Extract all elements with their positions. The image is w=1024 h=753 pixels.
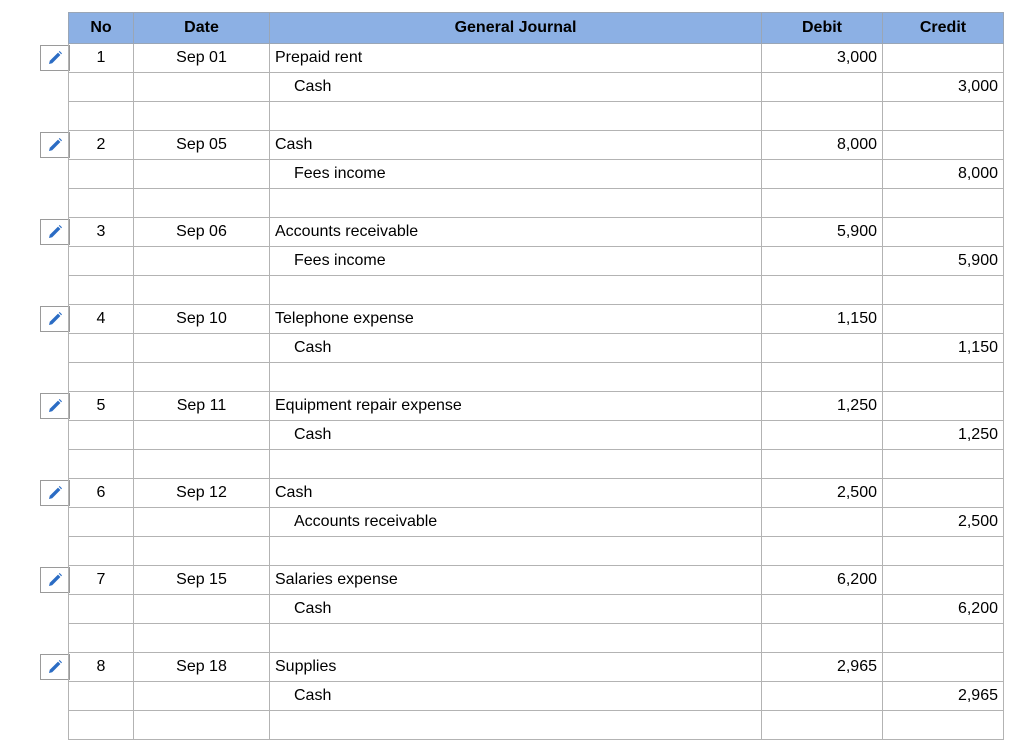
journal-entry-debit-row: [69, 566, 1004, 595]
entry-date: Sep 10: [134, 305, 270, 334]
blank-no: [69, 102, 134, 131]
entry-number-empty: [69, 160, 134, 189]
debit-account: Salaries expense: [270, 566, 762, 595]
credit-amount: 1,150: [883, 334, 1004, 363]
debit-amount-empty: [762, 595, 883, 624]
entry-date: Sep 01: [134, 44, 270, 73]
journal-entry-debit-row: [69, 392, 1004, 421]
entry-number: 2: [69, 131, 134, 160]
entry-date-empty: [134, 160, 270, 189]
debit-amount: 8,000: [762, 131, 883, 160]
entry-date-empty: [134, 682, 270, 711]
journal-entry-blank-row: [69, 189, 1004, 218]
credit-amount: 3,000: [883, 73, 1004, 102]
journal-entry-blank-row: [69, 102, 1004, 131]
blank-no: [69, 450, 134, 479]
pencil-icon: [47, 572, 63, 588]
journal-entry-blank-row: [69, 711, 1004, 740]
blank-account: [270, 450, 762, 479]
journal-entry-blank-row: [69, 624, 1004, 653]
entry-date: Sep 18: [134, 653, 270, 682]
credit-amount-empty: [883, 305, 1004, 334]
debit-account: Supplies: [270, 653, 762, 682]
credit-account: Cash: [270, 73, 762, 102]
entry-number: 1: [69, 44, 134, 73]
blank-debit: [762, 189, 883, 218]
blank-credit: [883, 276, 1004, 305]
journal-entry-blank-row: [69, 363, 1004, 392]
journal-entry-debit-row: [69, 218, 1004, 247]
pencil-icon: [47, 659, 63, 675]
header-general-journal: General Journal: [270, 13, 762, 44]
header-row: [69, 13, 1004, 44]
blank-no: [69, 537, 134, 566]
blank-date: [134, 102, 270, 131]
blank-date: [134, 189, 270, 218]
entry-number: 8: [69, 653, 134, 682]
edit-entry-button[interactable]: [40, 219, 70, 245]
credit-amount: 2,965: [883, 682, 1004, 711]
pencil-icon: [47, 311, 63, 327]
debit-amount-empty: [762, 160, 883, 189]
journal-entry-blank-row: [69, 276, 1004, 305]
blank-debit: [762, 537, 883, 566]
blank-no: [69, 363, 134, 392]
debit-amount-empty: [762, 247, 883, 276]
blank-account: [270, 537, 762, 566]
journal-entry-credit-row: [69, 247, 1004, 276]
debit-amount-empty: [762, 421, 883, 450]
debit-amount: 2,965: [762, 653, 883, 682]
debit-amount: 5,900: [762, 218, 883, 247]
journal-entry-credit-row: [69, 421, 1004, 450]
debit-account: Cash: [270, 131, 762, 160]
blank-credit: [883, 450, 1004, 479]
credit-amount: 5,900: [883, 247, 1004, 276]
edit-entry-button[interactable]: [40, 45, 70, 71]
debit-amount: 3,000: [762, 44, 883, 73]
entry-date-empty: [134, 421, 270, 450]
blank-date: [134, 450, 270, 479]
blank-debit: [762, 711, 883, 740]
entry-date-empty: [134, 73, 270, 102]
blank-no: [69, 189, 134, 218]
edit-entry-button[interactable]: [40, 132, 70, 158]
journal-entry-debit-row: [69, 44, 1004, 73]
journal-entry-credit-row: [69, 160, 1004, 189]
journal-entry-credit-row: [69, 508, 1004, 537]
entry-number: 5: [69, 392, 134, 421]
journal-entry-credit-row: [69, 595, 1004, 624]
debit-amount-empty: [762, 508, 883, 537]
entry-number: 3: [69, 218, 134, 247]
edit-entry-button[interactable]: [40, 306, 70, 332]
blank-account: [270, 711, 762, 740]
entry-date: Sep 15: [134, 566, 270, 595]
blank-credit: [883, 363, 1004, 392]
debit-amount-empty: [762, 682, 883, 711]
entry-date-empty: [134, 334, 270, 363]
header-debit: Debit: [762, 13, 883, 44]
edit-entry-button[interactable]: [40, 480, 70, 506]
debit-account: Cash: [270, 479, 762, 508]
entry-number-empty: [69, 334, 134, 363]
blank-credit: [883, 102, 1004, 131]
blank-credit: [883, 711, 1004, 740]
pencil-icon: [47, 137, 63, 153]
credit-amount: 1,250: [883, 421, 1004, 450]
general-journal-table: [68, 12, 1004, 740]
journal-entry-debit-row: [69, 653, 1004, 682]
entry-date-empty: [134, 508, 270, 537]
debit-amount: 1,150: [762, 305, 883, 334]
blank-debit: [762, 276, 883, 305]
edit-entry-button[interactable]: [40, 654, 70, 680]
debit-account: Equipment repair expense: [270, 392, 762, 421]
edit-entry-button[interactable]: [40, 567, 70, 593]
blank-debit: [762, 363, 883, 392]
blank-date: [134, 624, 270, 653]
debit-account: Accounts receivable: [270, 218, 762, 247]
credit-amount-empty: [883, 479, 1004, 508]
credit-amount-empty: [883, 218, 1004, 247]
credit-amount-empty: [883, 131, 1004, 160]
entry-date-empty: [134, 247, 270, 276]
credit-amount: 8,000: [883, 160, 1004, 189]
debit-amount: 6,200: [762, 566, 883, 595]
blank-account: [270, 363, 762, 392]
entry-date: Sep 12: [134, 479, 270, 508]
blank-credit: [883, 537, 1004, 566]
credit-amount-empty: [883, 392, 1004, 421]
entry-number: 6: [69, 479, 134, 508]
blank-debit: [762, 450, 883, 479]
journal-entry-credit-row: [69, 682, 1004, 711]
credit-account: Fees income: [270, 160, 762, 189]
credit-amount: 2,500: [883, 508, 1004, 537]
credit-account: Cash: [270, 682, 762, 711]
pencil-icon: [47, 50, 63, 66]
debit-account: Prepaid rent: [270, 44, 762, 73]
blank-no: [69, 711, 134, 740]
blank-credit: [883, 624, 1004, 653]
debit-amount: 2,500: [762, 479, 883, 508]
blank-date: [134, 711, 270, 740]
blank-date: [134, 363, 270, 392]
edit-entry-button[interactable]: [40, 393, 70, 419]
blank-account: [270, 189, 762, 218]
journal-entry-debit-row: [69, 305, 1004, 334]
blank-account: [270, 102, 762, 131]
blank-no: [69, 624, 134, 653]
debit-amount-empty: [762, 334, 883, 363]
credit-account: Cash: [270, 421, 762, 450]
entry-date-empty: [134, 595, 270, 624]
entry-number-empty: [69, 682, 134, 711]
journal-entry-blank-row: [69, 450, 1004, 479]
journal-entry-credit-row: [69, 73, 1004, 102]
debit-amount: 1,250: [762, 392, 883, 421]
debit-account: Telephone expense: [270, 305, 762, 334]
credit-amount-empty: [883, 566, 1004, 595]
blank-date: [134, 276, 270, 305]
header-date: Date: [134, 13, 270, 44]
header-credit: Credit: [883, 13, 1004, 44]
credit-amount: 6,200: [883, 595, 1004, 624]
entry-date: Sep 06: [134, 218, 270, 247]
blank-account: [270, 276, 762, 305]
blank-debit: [762, 624, 883, 653]
entry-number-empty: [69, 595, 134, 624]
pencil-icon: [47, 398, 63, 414]
journal-entry-credit-row: [69, 334, 1004, 363]
header-no: No: [69, 13, 134, 44]
entry-date: Sep 11: [134, 392, 270, 421]
credit-account: Fees income: [270, 247, 762, 276]
blank-no: [69, 276, 134, 305]
blank-credit: [883, 189, 1004, 218]
debit-amount-empty: [762, 73, 883, 102]
credit-amount-empty: [883, 653, 1004, 682]
blank-date: [134, 537, 270, 566]
entry-number-empty: [69, 73, 134, 102]
credit-account: Cash: [270, 334, 762, 363]
pencil-icon: [47, 224, 63, 240]
entry-number-empty: [69, 508, 134, 537]
credit-account: Accounts receivable: [270, 508, 762, 537]
entry-number: 7: [69, 566, 134, 595]
entry-number: 4: [69, 305, 134, 334]
blank-account: [270, 624, 762, 653]
entry-date: Sep 05: [134, 131, 270, 160]
journal-entry-debit-row: [69, 479, 1004, 508]
credit-amount-empty: [883, 44, 1004, 73]
entry-number-empty: [69, 421, 134, 450]
credit-account: Cash: [270, 595, 762, 624]
entry-number-empty: [69, 247, 134, 276]
pencil-icon: [47, 485, 63, 501]
blank-debit: [762, 102, 883, 131]
journal-entry-blank-row: [69, 537, 1004, 566]
journal-entry-debit-row: [69, 131, 1004, 160]
